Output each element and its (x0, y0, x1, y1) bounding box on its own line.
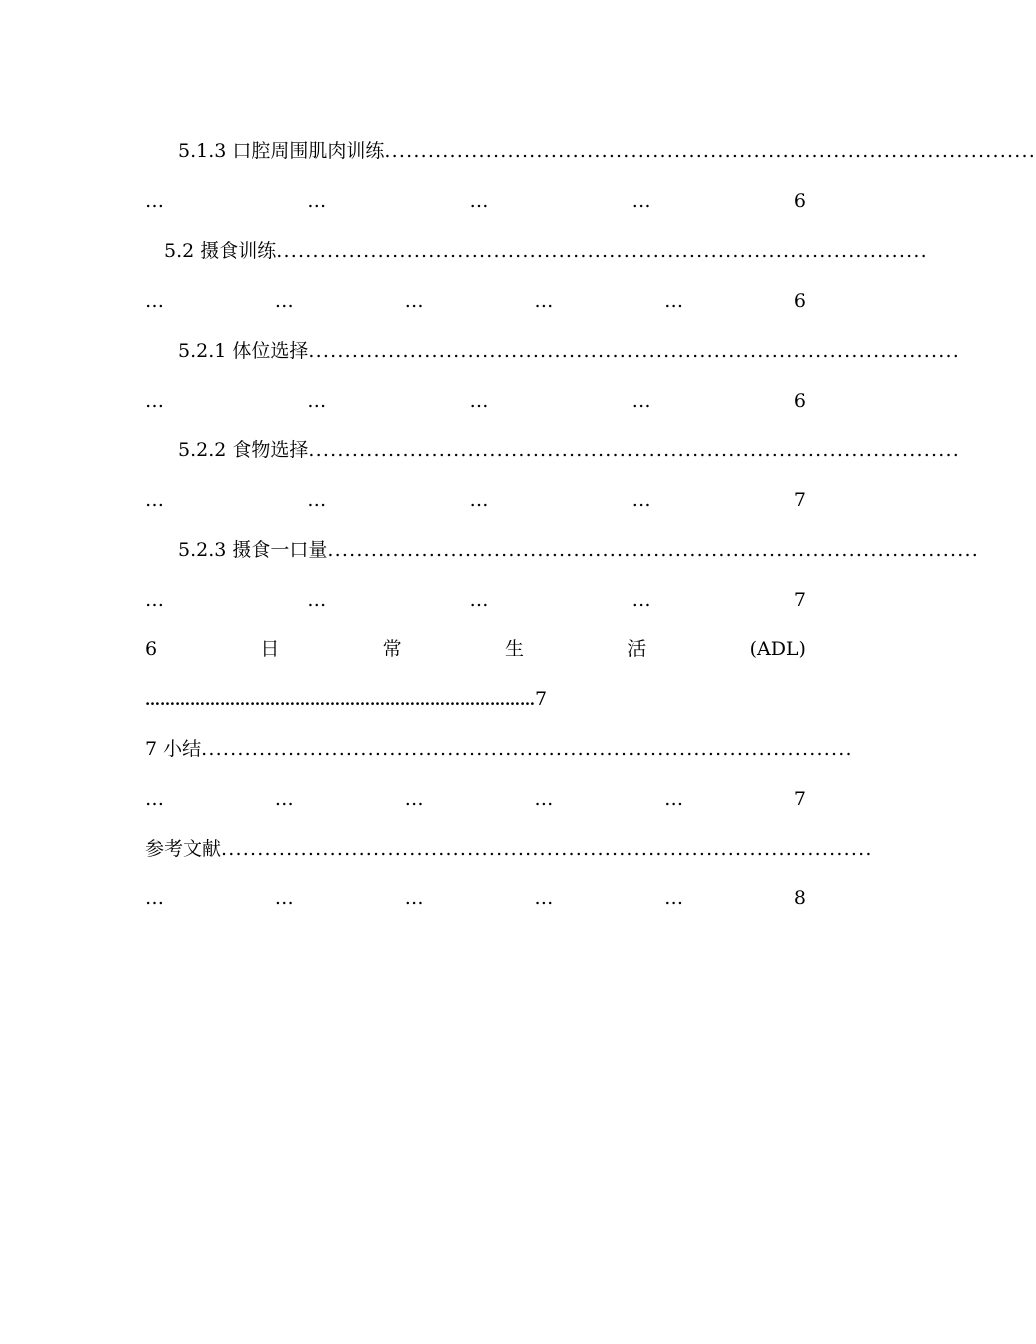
toc-title-part: 常 (382, 638, 402, 660)
toc-title: 5.1.3 口腔周围肌肉训练 (178, 140, 385, 162)
toc-entry-page-line (145, 883, 806, 913)
page-number: 6 (793, 190, 806, 212)
leader-ellipsis: … (307, 589, 327, 611)
toc-title-part: (ADL) (749, 638, 806, 660)
toc-title-part: 6 (145, 638, 158, 660)
leader-ellipsis: … (404, 290, 424, 312)
leader-ellipsis: … (631, 190, 651, 212)
toc-leader: .......................................................................................... (221, 838, 873, 860)
leader-ellipsis: … (404, 788, 424, 810)
toc-leader: .......................................................................................... (308, 340, 960, 362)
toc-title: 7 小结 (145, 738, 202, 760)
leader-ellipsis: … (307, 390, 327, 412)
leader-ellipsis: … (274, 887, 294, 909)
toc-entry-page-line (145, 286, 806, 316)
leader-ellipsis: … (145, 589, 164, 611)
leader-ellipsis: … (664, 887, 684, 909)
leader-ellipsis: … (469, 190, 489, 212)
leader-ellipsis: … (664, 290, 684, 312)
toc-title: 5.2 摄食训练 (164, 240, 277, 262)
toc-entry-page-line (145, 485, 806, 515)
leader-ellipsis: … (534, 887, 554, 909)
toc-title: 5.2.3 摄食一口量 (178, 539, 328, 561)
toc-title: 5.2.2 食物选择 (178, 439, 309, 461)
page-number: 8 (793, 887, 806, 909)
toc-leader: …………………………………………………………………… (145, 691, 535, 709)
toc-entry-title[interactable] (145, 336, 960, 366)
toc-leader: .......................................................................................... (308, 439, 960, 461)
toc-entry-title[interactable] (145, 634, 806, 664)
toc-leader: .......................................................................................... (201, 738, 853, 760)
toc-entry-page-line (145, 386, 806, 416)
page-number: 7 (793, 589, 806, 611)
leader-ellipsis: … (274, 290, 294, 312)
toc-title-part: 活 (627, 638, 647, 660)
leader-ellipsis: … (145, 489, 164, 511)
toc-leader: .......................................................................................... (327, 539, 979, 561)
leader-ellipsis: … (145, 887, 164, 909)
toc-entry-title[interactable] (145, 834, 873, 864)
leader-ellipsis: … (307, 190, 327, 212)
leader-ellipsis: … (145, 190, 164, 212)
page-number: 7 (793, 788, 806, 810)
toc-title: 参考文献 (145, 838, 222, 860)
leader-ellipsis: … (631, 390, 651, 412)
toc-entry-title[interactable] (145, 435, 960, 465)
leader-ellipsis: … (631, 589, 651, 611)
leader-ellipsis: … (631, 489, 651, 511)
leader-ellipsis: … (145, 390, 164, 412)
toc-title-part: 生 (504, 638, 524, 660)
toc-entry-page-line (145, 585, 806, 615)
leader-ellipsis: … (664, 788, 684, 810)
toc-title: 5.2.1 体位选择 (178, 340, 309, 362)
leader-ellipsis: … (534, 290, 554, 312)
toc-entry-title[interactable] (145, 734, 853, 764)
toc-entry-title[interactable] (145, 236, 928, 266)
toc-entry-page-line (145, 684, 806, 714)
toc-entry-title[interactable] (145, 535, 979, 565)
toc-entry-page-line (145, 186, 806, 216)
page-number: 6 (793, 390, 806, 412)
page-number: 7 (535, 688, 548, 710)
toc-leader: .......................................................................................... (276, 240, 928, 262)
leader-ellipsis: … (469, 489, 489, 511)
leader-ellipsis: … (145, 788, 164, 810)
leader-ellipsis: … (307, 489, 327, 511)
leader-ellipsis: … (534, 788, 554, 810)
leader-ellipsis: … (469, 390, 489, 412)
leader-ellipsis: … (145, 290, 164, 312)
toc-leader: .......................................................................................... (384, 140, 1036, 162)
toc-title-part: 日 (260, 638, 280, 660)
page-number: 6 (793, 290, 806, 312)
page-number: 7 (793, 489, 806, 511)
toc-entry-page-line (145, 784, 806, 814)
leader-ellipsis: … (469, 589, 489, 611)
leader-ellipsis: … (404, 887, 424, 909)
leader-ellipsis: … (274, 788, 294, 810)
toc-entry-title[interactable] (145, 136, 1036, 166)
